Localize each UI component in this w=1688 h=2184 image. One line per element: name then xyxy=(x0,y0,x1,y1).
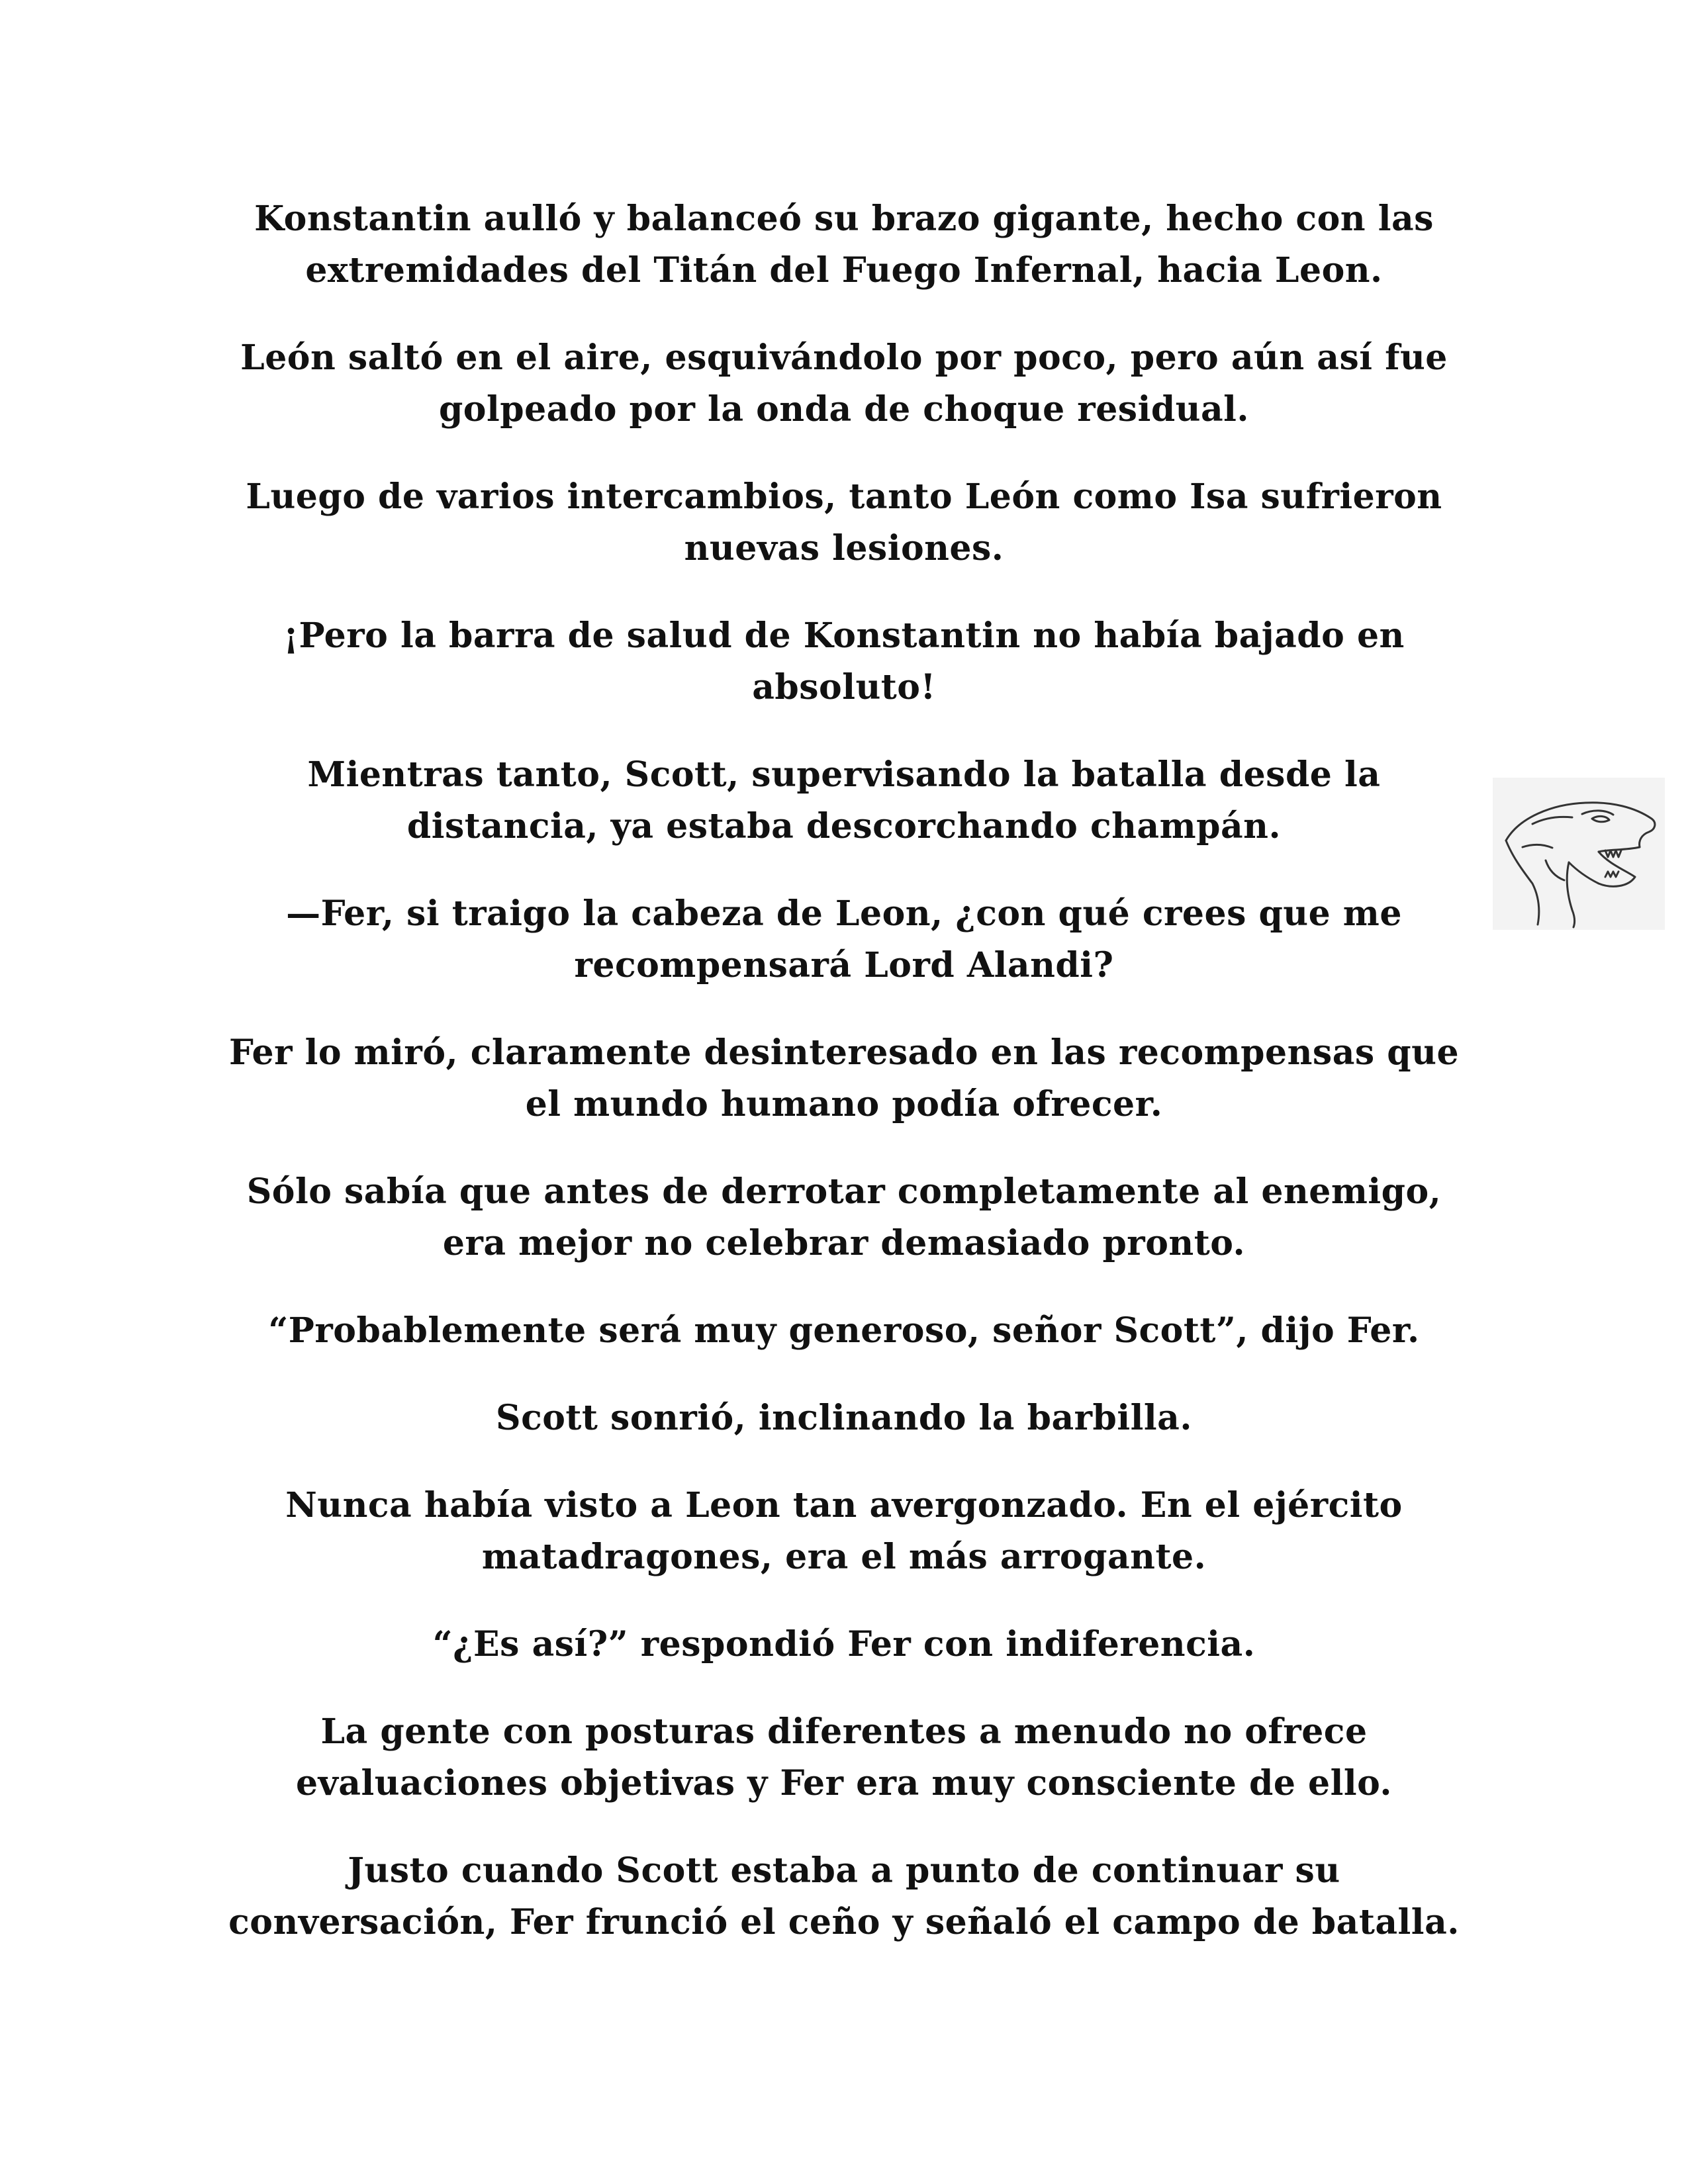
paragraph: Fer lo miró, claramente desinteresado en las recompensas que el mundo humano podía ofrecer. xyxy=(228,1032,1460,1124)
paragraph: Nunca había visto a Leon tan avergonzado. En el ejército matadragones, era el más arrogante. xyxy=(285,1485,1403,1577)
paragraph: La gente con posturas diferentes a menudo no ofrece evaluaciones objetivas y Fer era muy consciente de ello. xyxy=(296,1711,1392,1803)
paragraph: “Probablemente será muy generoso, señor Scott”, dijo Fer. xyxy=(268,1310,1420,1351)
paragraph: Konstantin aulló y balanceó su brazo gigante, hecho con las extremidades del Titán del Fuego Infernal, hacia Leon. xyxy=(254,199,1434,291)
paragraph: “¿Es así?” respondió Fer con indiferencia. xyxy=(432,1624,1256,1664)
body-text xyxy=(218,193,1470,1984)
paragraph: Justo cuando Scott estaba a punto de continuar su conversación, Fer frunció el ceño y señaló el campo de batalla. xyxy=(228,1850,1460,1942)
paragraph: Sólo sabía que antes de derrotar completamente al enemigo, era mejor no celebrar demasiado pronto. xyxy=(246,1171,1442,1263)
paragraph: Luego de varios intercambios, tanto León como Isa sufrieron nuevas lesiones. xyxy=(246,477,1442,569)
paragraph: —Fer, si traigo la cabeza de Leon, ¿con qué crees que me recompensará Lord Alandi? xyxy=(286,893,1402,985)
dinosaur-head-sketch-icon xyxy=(1493,778,1665,930)
paragraph: León saltó en el aire, esquivándolo por poco, pero aún así fue golpeado por la onda de choque residual. xyxy=(240,338,1448,430)
paragraph: Mientras tanto, Scott, supervisando la batalla desde la distancia, ya estaba descorchando champán. xyxy=(307,754,1381,846)
paragraph: Scott sonrió, inclinando la barbilla. xyxy=(496,1398,1192,1438)
paragraph: ¡Pero la barra de salud de Konstantin no había bajado en absoluto! xyxy=(283,615,1405,707)
